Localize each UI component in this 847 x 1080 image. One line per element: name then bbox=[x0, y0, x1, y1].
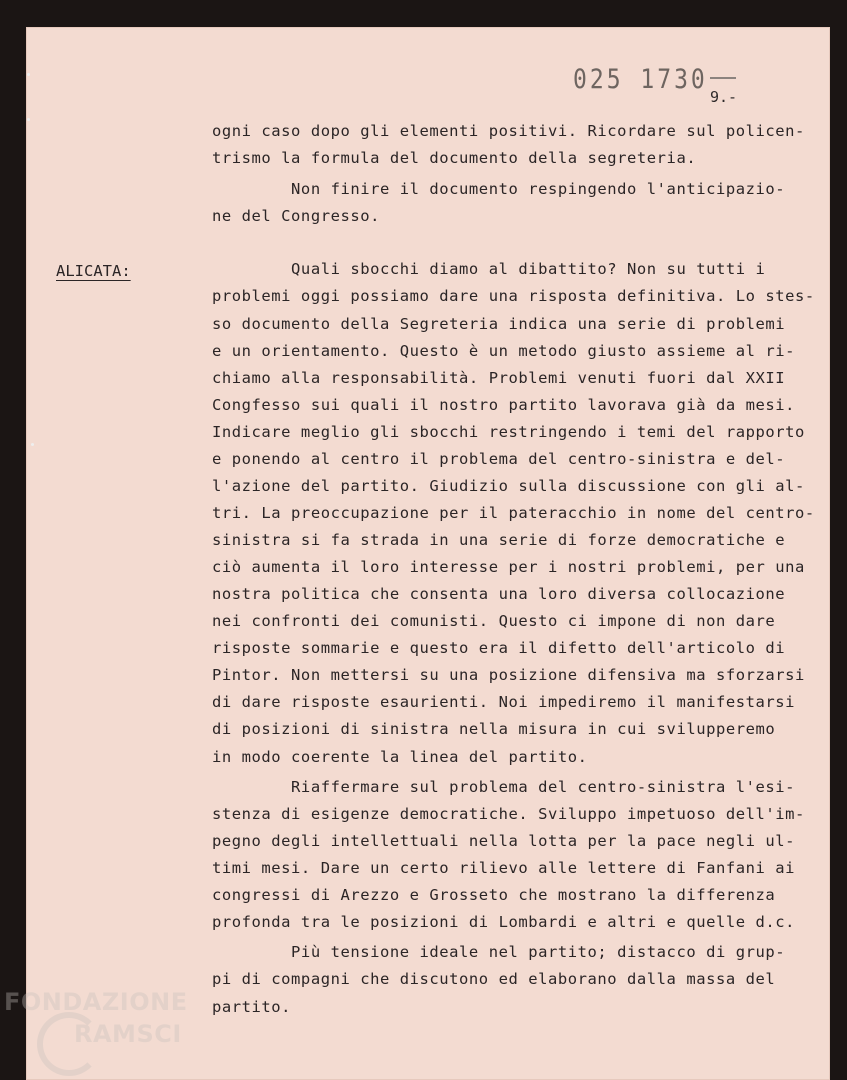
text-line: l'azione del partito. Giudizio sulla discussione con gli al- bbox=[212, 477, 805, 495]
text-line: profonda tra le posizioni di Lombardi e altri e quelle d.c. bbox=[212, 913, 796, 931]
text-line: di dare risposte esaurienti. Noi impediremo il manifestarsi bbox=[212, 693, 796, 711]
text-line: tri. La preoccupazione per il pateracchio in nome del centro- bbox=[212, 504, 815, 522]
punch-mark bbox=[27, 118, 30, 121]
text-line: Quali sbocchi diamo al dibattito? Non su tutti i bbox=[212, 260, 766, 278]
text-line: nei confronti dei comunisti. Questo ci impone di non dare bbox=[212, 612, 776, 630]
text-line: e un orientamento. Questo è un metodo giusto assieme al ri- bbox=[212, 342, 796, 360]
text-line: risposte sommarie e questo era il difetto dell'articolo di bbox=[212, 639, 786, 657]
page-number: 9.- bbox=[710, 88, 738, 106]
text-line: pi di compagni che discutono ed elaborano dalla massa del bbox=[212, 970, 776, 988]
text-line: nostra politica che consenta una loro diversa collocazione bbox=[212, 585, 786, 603]
text-line: problemi oggi possiamo dare una risposta definitiva. Lo stes- bbox=[212, 287, 815, 305]
text-line: trismo la formula del documento della segreteria. bbox=[212, 149, 697, 167]
text-line: Pintor. Non mettersi su una posizione difensiva ma sforzarsi bbox=[212, 666, 805, 684]
text-line: in modo coerente la linea del partito. bbox=[212, 748, 588, 766]
speaker-name: ALICATA: bbox=[56, 262, 131, 280]
text-line: Più tensione ideale nel partito; distacco di grup- bbox=[212, 943, 786, 961]
watermark-text: RAMSCI bbox=[74, 1020, 182, 1048]
text-line: so documento della Segreteria indica una serie di problemi bbox=[212, 315, 786, 333]
text-line: e ponendo al centro il problema del centro-sinistra e del- bbox=[212, 450, 786, 468]
serial-underline bbox=[710, 77, 736, 79]
watermark-text: FONDAZIONE bbox=[4, 988, 188, 1016]
text-line: Riaffermare sul problema del centro-sinistra l'esi- bbox=[212, 778, 796, 796]
text-line: stenza di esigenze democratiche. Sviluppo impetuoso dell'im- bbox=[212, 805, 805, 823]
text-line: ciò aumenta il loro interesse per i nostri problemi, per una bbox=[212, 558, 805, 576]
text-line: pegno degli intellettuali nella lotta per la pace negli ul- bbox=[212, 832, 796, 850]
text-line: congressi di Arezzo e Grosseto che mostrano la differenza bbox=[212, 886, 776, 904]
text-line: partito. bbox=[212, 998, 292, 1016]
document-page bbox=[26, 27, 830, 1080]
punch-mark bbox=[27, 73, 30, 76]
text-line: ogni caso dopo gli elementi positivi. Ricordare sul policen- bbox=[212, 122, 805, 140]
punch-mark bbox=[31, 443, 34, 446]
text-line: Indicare meglio gli sbocchi restringendo i temi del rapporto bbox=[212, 423, 805, 441]
text-line: sinistra si fa strada in una serie di forze democratiche e bbox=[212, 531, 786, 549]
text-line: Non finire il documento respingendo l'anticipazio- bbox=[212, 180, 786, 198]
text-line: Congfesso sui quali il nostro partito lavorava già da mesi. bbox=[212, 396, 796, 414]
archive-serial-number: 025 1730 bbox=[573, 65, 708, 95]
archive-watermark bbox=[4, 988, 214, 1078]
text-line: timi mesi. Dare un certo rilievo alle lettere di Fanfani ai bbox=[212, 859, 796, 877]
text-line: di posizioni di sinistra nella misura in cui svilupperemo bbox=[212, 720, 776, 738]
text-line: chiamo alla responsabilità. Problemi venuti fuori dal XXII bbox=[212, 369, 786, 387]
text-line: ne del Congresso. bbox=[212, 207, 380, 225]
